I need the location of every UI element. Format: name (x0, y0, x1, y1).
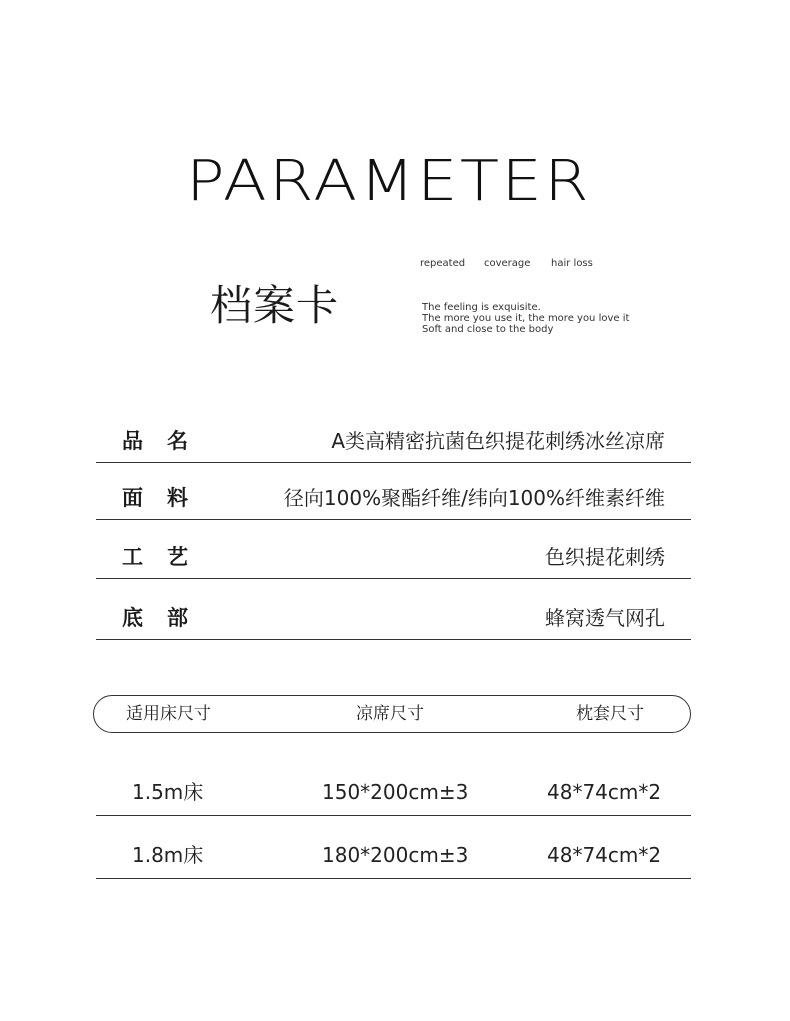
header-mat-size: 凉席尺寸 (356, 704, 424, 724)
cell-mat-size: 150*200cm±3 (322, 780, 469, 804)
size-table-body (96, 760, 691, 879)
tag-coverage: coverage (484, 258, 531, 269)
param-value: A类高精密抗菌色织提花刺绣冰丝凉席 (331, 429, 665, 453)
archive-card-title: 档案卡 (210, 281, 340, 330)
param-value: 蜂窝透气网孔 (545, 606, 665, 630)
cell-bed-size: 1.8m床 (132, 843, 204, 867)
param-row-bottom (96, 579, 691, 640)
tagline-line: The more you use it, the more you love it (422, 313, 630, 324)
param-label: 工艺 (122, 545, 212, 569)
param-row-name (96, 413, 691, 463)
cell-mat-size: 180*200cm±3 (322, 843, 469, 867)
header-bed-size: 适用床尺寸 (126, 704, 211, 724)
param-label: 品名 (122, 429, 212, 453)
parameter-table (96, 413, 691, 640)
tagline-line: Soft and close to the body (422, 324, 554, 335)
param-label: 面料 (122, 486, 212, 510)
parameter-title (186, 150, 596, 210)
tag-repeated: repeated (420, 258, 466, 269)
param-value: 色织提花刺绣 (545, 545, 665, 569)
header-pillowcase-size: 枕套尺寸 (576, 704, 644, 724)
param-value: 径向100%聚酯纤维/纬向100%纤维素纤维 (283, 486, 665, 510)
table-row (96, 760, 691, 816)
tagline-block (422, 302, 629, 335)
table-row (96, 816, 691, 879)
size-table-header (93, 695, 691, 733)
param-row-craft (96, 520, 691, 579)
cell-pillowcase-size: 48*74cm*2 (547, 843, 662, 867)
param-row-fabric (96, 463, 691, 520)
tagline-line: The feeling is exquisite. (422, 302, 541, 313)
param-label: 底部 (122, 606, 212, 630)
cell-pillowcase-size: 48*74cm*2 (547, 780, 662, 804)
tag-hair-loss: hair loss (551, 258, 593, 269)
cell-bed-size: 1.5m床 (132, 780, 204, 804)
parameter-title-text: PARAMETER (186, 150, 591, 210)
